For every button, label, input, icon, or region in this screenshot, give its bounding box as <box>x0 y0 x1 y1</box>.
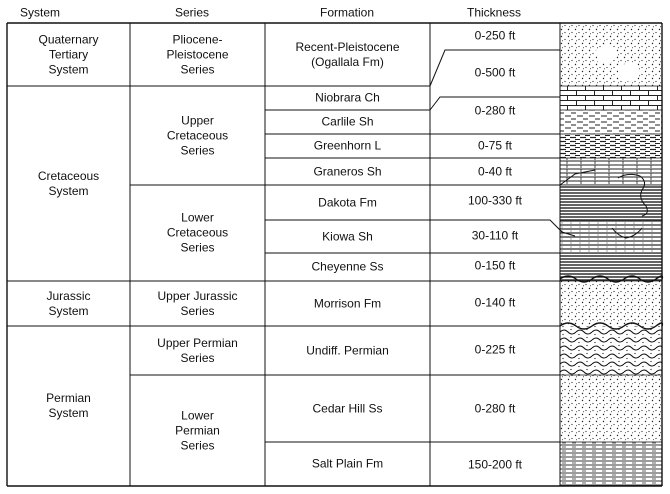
series-label <box>167 113 228 158</box>
system-label <box>46 289 90 319</box>
thickness-value: 100-330 ft <box>467 193 523 208</box>
formation-label <box>318 195 377 210</box>
lithology-shale-lines <box>560 185 662 220</box>
formation-label-line: (Ogallala Fm) <box>311 54 384 69</box>
header-series: Series <box>174 5 210 20</box>
series-label-line: Series <box>180 350 215 365</box>
series-label-line: Pliocene- <box>172 32 223 46</box>
series-label-line: Series <box>180 303 215 318</box>
formation-label <box>314 296 381 311</box>
thickness-value: 0-280 ft <box>474 401 516 416</box>
header-formation: Formation <box>319 5 375 20</box>
lithology-limestone-brick <box>560 86 662 110</box>
formation-label-line: Graneros Sh <box>313 164 382 178</box>
thickness-value: 150-200 ft <box>467 457 523 472</box>
formation-label <box>295 40 399 70</box>
thickness-value: 0-225 ft <box>474 342 516 357</box>
formation-label <box>321 115 373 130</box>
lithology-chalk-dashes <box>560 110 662 134</box>
thickness-value: 0-250 ft <box>474 28 516 43</box>
system-label <box>38 169 99 199</box>
formation-label-line: Kiowa Sh <box>322 229 373 243</box>
formation-label-line: Niobrara Ch <box>315 90 380 105</box>
series-label-line: Lower <box>181 408 214 422</box>
formation-label-line: Greenhorn L <box>313 138 382 153</box>
thickness-value: 0-75 ft <box>477 138 513 153</box>
lithology-sand-dots <box>560 375 662 442</box>
thickness-value: 0-150 ft <box>474 258 516 273</box>
formation-label <box>313 164 381 179</box>
formation-label-line: Undiff. Permian <box>306 343 389 357</box>
formation-label <box>322 229 373 244</box>
lithology-evaporite-lines <box>560 442 662 486</box>
thickness-value: 0-140 ft <box>474 295 516 310</box>
system-label <box>38 32 98 77</box>
system-label-line: System <box>48 62 89 76</box>
lithology-shale-dashes <box>560 134 662 158</box>
series-label-line: Cretaceous <box>166 128 229 142</box>
series-label-line: Pleistocene <box>166 47 229 61</box>
lithology-mixed-pebbles <box>560 326 662 375</box>
formation-label-line: Cedar Hill Ss <box>312 401 383 415</box>
formation-label-line: Salt Plain Fm <box>311 456 384 471</box>
formation-label-line: Cheyenne Ss <box>311 259 384 274</box>
series-label-line: Series <box>180 240 215 255</box>
formation-label <box>306 343 388 358</box>
series-label-line: Series <box>180 143 215 157</box>
system-label-line: Jurassic <box>46 288 91 303</box>
system-label-line: Cretaceous <box>37 168 100 183</box>
series-label <box>166 32 228 77</box>
formation-label-line: Recent-Pleistocene <box>295 39 400 54</box>
thickness-value: 0-500 ft <box>474 65 516 80</box>
thickness-value: 30-110 ft <box>471 228 519 243</box>
series-label-line: Upper Permian <box>157 335 238 350</box>
system-label-line: System <box>48 303 89 318</box>
formation-label <box>312 457 383 472</box>
system-label-line: Permian <box>46 391 91 405</box>
series-label-line: Series <box>180 62 215 76</box>
formation-label <box>314 139 381 154</box>
series-label <box>157 289 237 319</box>
formation-label-line: Dakota Fm <box>318 195 377 209</box>
series-label-line: Lower <box>181 210 214 225</box>
system-label <box>46 391 91 421</box>
series-label <box>167 211 228 256</box>
formation-label <box>315 91 380 106</box>
series-label-line: Permian <box>175 423 220 437</box>
formation-label <box>311 260 383 275</box>
series-label-line: Cretaceous <box>166 225 229 240</box>
system-label-line: Quaternary <box>38 32 99 46</box>
series-label-line: Series <box>180 438 215 452</box>
thickness-value: 0-280 ft <box>474 103 516 118</box>
thickness-value: 0-40 ft <box>477 164 513 179</box>
system-label-line: System <box>48 183 89 198</box>
series-label-line: Upper <box>181 113 214 127</box>
lithology-column <box>560 23 662 486</box>
series-label-line: Upper Jurassic <box>157 288 238 303</box>
formation-label-line: Morrison Fm <box>313 296 382 310</box>
header-system: System <box>19 5 61 20</box>
formation-label <box>312 401 382 416</box>
header-thickness: Thickness <box>466 5 522 20</box>
series-label <box>175 408 220 453</box>
series-label <box>157 336 238 366</box>
system-label-line: Tertiary <box>48 47 89 61</box>
formation-label-line: Carlile Sh <box>321 114 374 129</box>
system-label-line: System <box>48 406 89 420</box>
lithology-sandstone-lines <box>560 220 662 253</box>
lithology-sand-dots <box>560 281 662 326</box>
lithology-shale-lines <box>560 253 662 281</box>
lithology-limestone-lines <box>560 158 662 185</box>
